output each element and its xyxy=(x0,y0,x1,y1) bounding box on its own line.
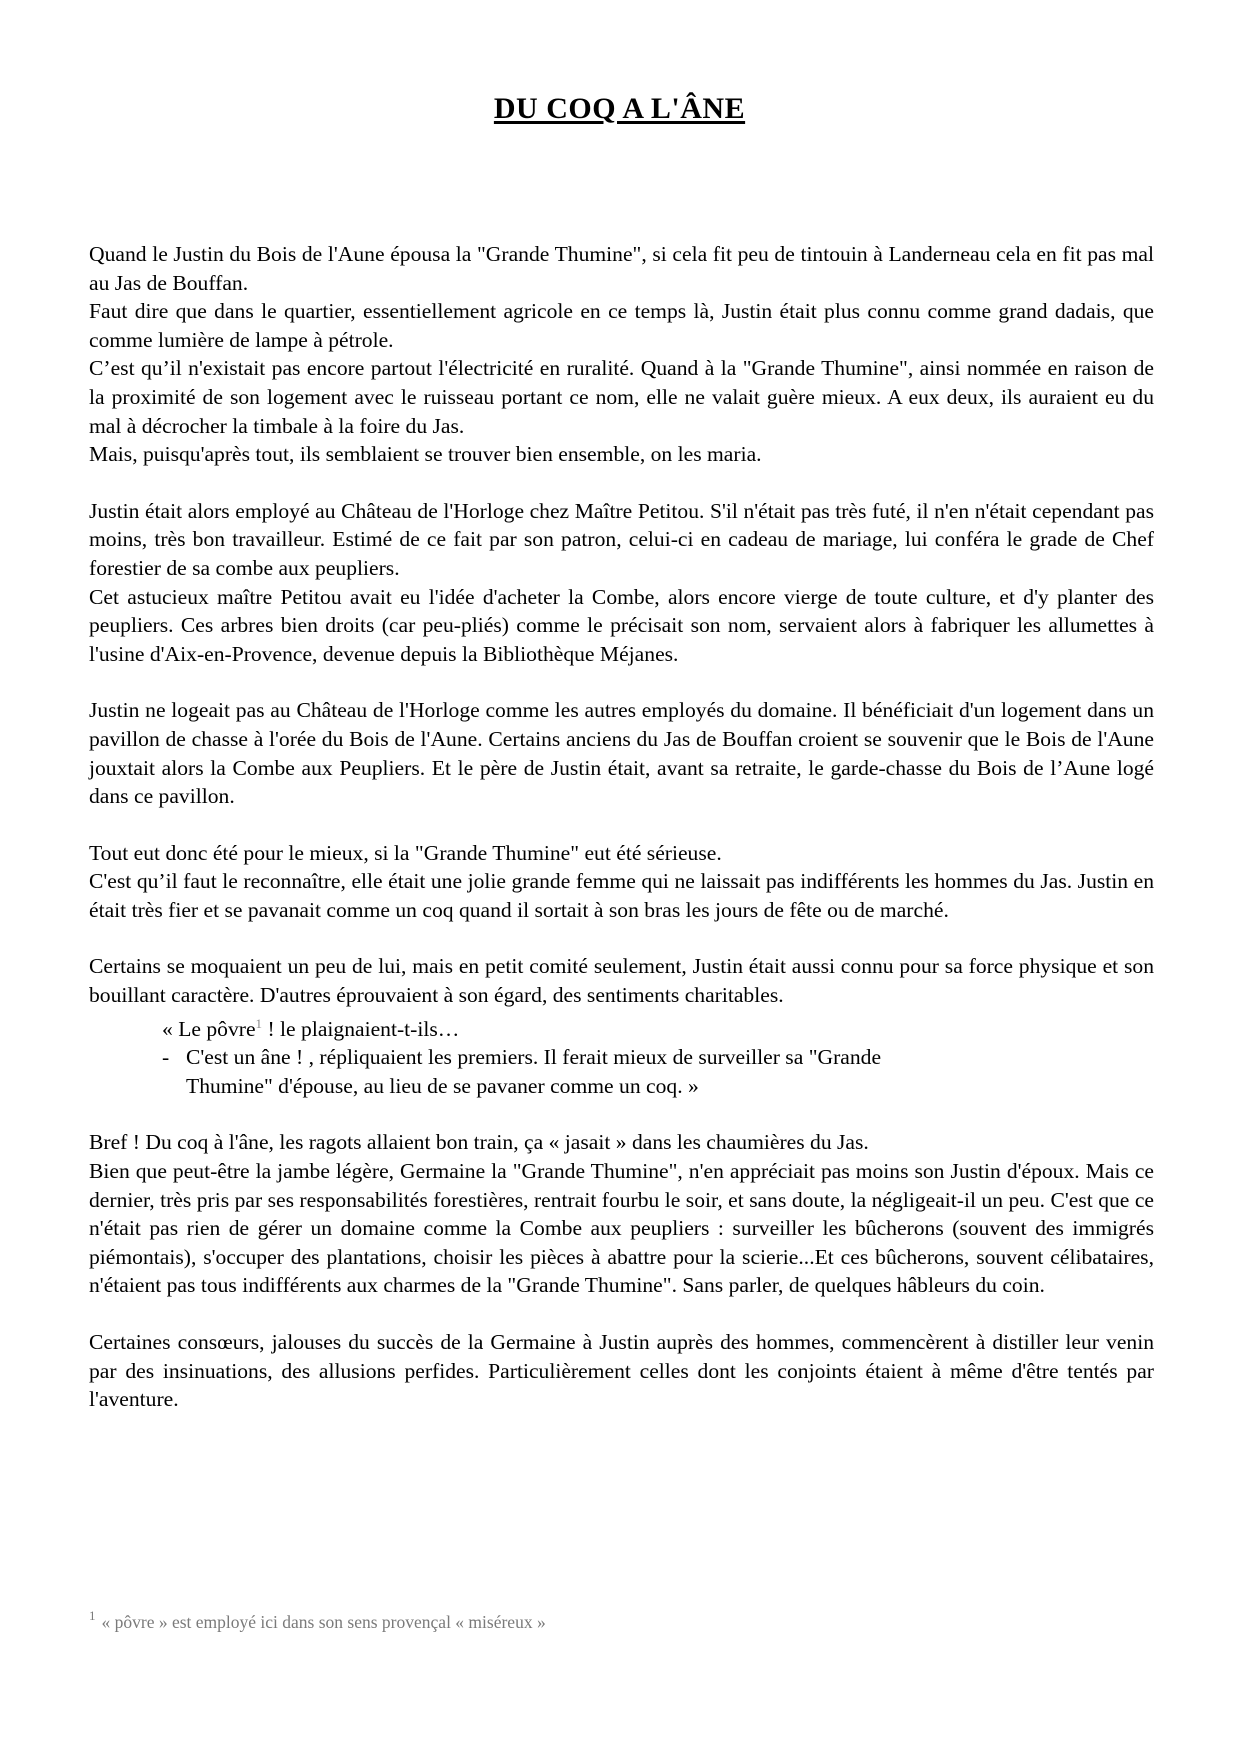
paragraph: C’est qu’il n'existait pas encore partout l'électricité en ruralité. Quand à la "Grande Thumine", ainsi nommée en raison de la proximité de son logement avec le ruisseau portant ce nom, elle ne valait guère mieux. A eux deux, ils auraient eu du mal à décrocher la timbale à la foire du Jas. xyxy=(89,356,1154,438)
paragraph: Bref ! Du coq à l'âne, les ragots allaient bon train, ça « jasait » dans les chaumières du Jas. xyxy=(89,1130,869,1155)
paragraph-gap xyxy=(89,924,1154,952)
dialogue-dash: - xyxy=(162,1045,170,1070)
paragraph-gap xyxy=(89,811,1154,839)
footnote xyxy=(89,1608,546,1633)
paragraph-gap xyxy=(89,668,1154,696)
paragraph: Certaines consœurs, jalouses du succès de la Germaine à Justin auprès des hommes, commencèrent à distiller leur venin par des insinuations, des allusions perfides. Particulièrement celles dont les conjoints étaient à même d'être tentés par l'aventure. xyxy=(89,1330,1154,1412)
paragraph: Justin ne logeait pas au Château de l'Horloge comme les autres employés du domaine. Il bénéficiait d'un logement dans un pavillon de chasse à l'orée du Bois de l'Aune. Certains anciens du Jas de Bouffan croient se souvenir que le Bois de l'Aune jouxtait alors la Combe aux Peupliers. Et le père de Justin était, avant sa retraite, le garde-chasse du Bois de l’Aune logé dans ce pavillon. xyxy=(89,698,1154,809)
paragraph: Tout eut donc été pour le mieux, si la "Grande Thumine" eut été sérieuse. xyxy=(89,840,722,865)
footnote-text: « pôvre » est employé ici dans son sens provençal « miséreux » xyxy=(101,1612,546,1632)
dialogue-line xyxy=(89,1043,1154,1072)
paragraph-gap xyxy=(89,469,1154,497)
paragraph: Faut dire que dans le quartier, essentiellement agricole en ce temps là, Justin était plus connu comme grand dadais, que comme lumière de lampe à pétrole. xyxy=(89,299,1154,352)
footnote-number: 1 xyxy=(89,1608,96,1623)
dialogue-text: « Le pôvre xyxy=(162,1016,256,1041)
dialogue-text: C'est un âne ! , répliquaient les premiers. Il ferait mieux de surveiller sa "Grande xyxy=(186,1045,882,1070)
paragraph: C'est qu’il faut le reconnaître, elle était une jolie grande femme qui ne laissait pas indifférents les hommes du Jas. Justin en était très fier et se pavanait comme un coq quand il sortait à son bras les jours de fête ou de marché. xyxy=(89,869,1154,922)
dialogue-text: ! le plaignaient-t-ils… xyxy=(262,1016,460,1041)
footnote-reference[interactable]: 1 xyxy=(255,1015,263,1031)
paragraph: Justin était alors employé au Château de l'Horloge chez Maître Petitou. S'il n'était pas très futé, il n'en n'était cependant pas moins, très bon travailleur. Estimé de ce fait par son patron, celui-ci en cadeau de mariage, lui conféra le grade de Chef forestier de sa combe aux peupliers. xyxy=(89,498,1154,580)
dialogue-line xyxy=(89,1010,1154,1044)
paragraph-gap xyxy=(89,1100,1154,1128)
paragraph: Bien que peut-être la jambe légère, Germaine la "Grande Thumine", n'en appréciait pas moins son Justin d'époux. Mais ce dernier, très pris par ses responsabilités forestières, rentrait fourbu le soir, et sans doute, la négligeait-il un peu. C'est que ce n'était pas rien de gérer un domaine comme la Combe aux peupliers : surveiller les bûcherons (souvent des immigrés piémontais), s'occuper des plantations, choisir les pièces à abattre pour la scierie...Et ces bûcherons, souvent célibataires, n'étaient pas tous indifférents aux charmes de la "Grande Thumine". Sans parler, de quelques hâbleurs du coin. xyxy=(89,1159,1154,1298)
paragraph: Quand le Justin du Bois de l'Aune épousa la "Grande Thumine", si cela fit peu de tintouin à Landerneau cela en fit pas mal au Jas de Bouffan. xyxy=(89,242,1154,295)
paragraph-gap xyxy=(89,1300,1154,1328)
page-title: DU COQ A L'ÂNE xyxy=(493,92,746,125)
dialogue-line: Thumine" d'épouse, au lieu de se pavaner comme un coq. » xyxy=(186,1073,699,1098)
paragraph: Mais, puisqu'après tout, ils semblaient se trouver bien ensemble, on les maria. xyxy=(89,442,762,467)
story-body xyxy=(89,240,1154,1414)
paragraph: Cet astucieux maître Petitou avait eu l'idée d'acheter la Combe, alors encore vierge de toute culture, et d'y planter des peupliers. Ces arbres bien droits (car peu-pliés) comme le précisait son nom, servaient alors à fabriquer les allumettes à l'usine d'Aix-en-Provence, devenue depuis la Bibliothèque Méjanes. xyxy=(89,584,1154,666)
paragraph: Certains se moquaient un peu de lui, mais en petit comité seulement, Justin était aussi connu pour sa force physique et son bouillant caractère. D'autres éprouvaient à son égard, des sentiments charitables. xyxy=(89,954,1154,1008)
